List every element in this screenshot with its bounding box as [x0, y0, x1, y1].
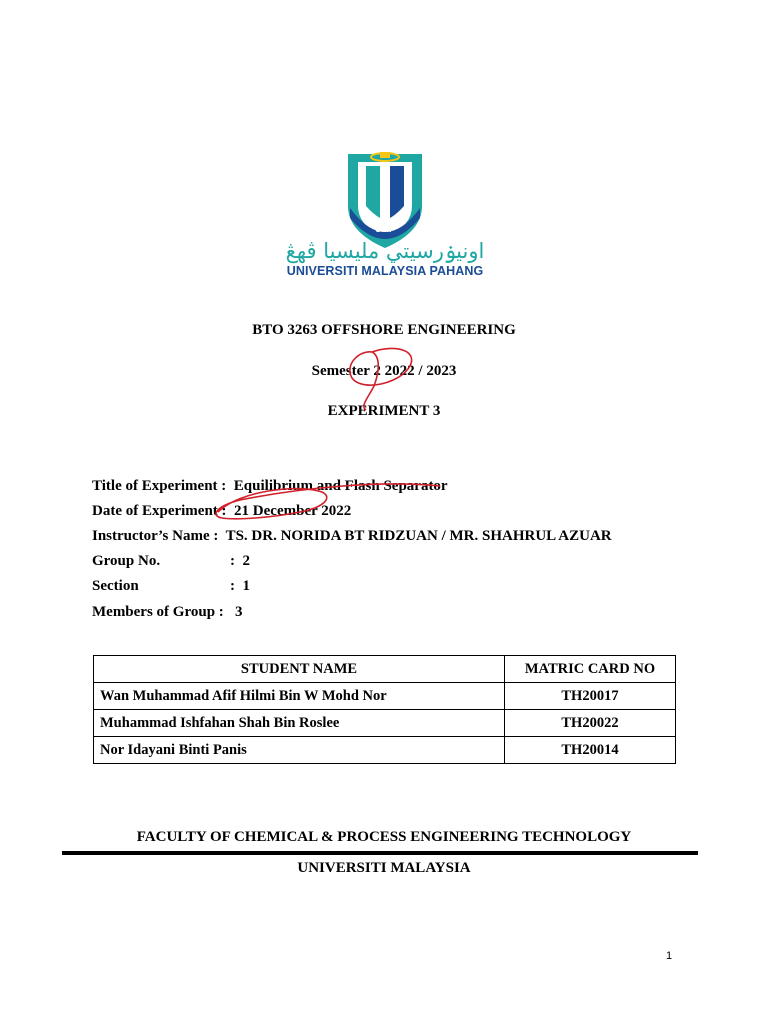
detail-instructor — [92, 528, 612, 545]
detail-section — [92, 578, 250, 595]
student-name: Muhammad Ishfahan Shah Bin Roslee — [94, 710, 505, 737]
header-matric-card-no: MATRIC CARD NO — [505, 656, 676, 683]
table-row — [94, 683, 676, 710]
table-row — [94, 737, 676, 764]
detail-value: 3 — [227, 604, 243, 620]
matric-number: TH20017 — [505, 683, 676, 710]
page-number: 1 — [666, 950, 673, 962]
detail-members — [92, 604, 243, 621]
table-row — [94, 710, 676, 737]
detail-value: Equilibrium and Flash Separator — [230, 478, 448, 494]
members-table — [93, 655, 676, 764]
detail-value: 21 December 2022 — [230, 503, 352, 519]
matric-number: TH20022 — [505, 710, 676, 737]
detail-date — [92, 503, 351, 520]
detail-label: Instructor’s Name : — [92, 528, 223, 544]
detail-title — [92, 478, 448, 495]
detail-label: Members of Group : — [92, 604, 228, 620]
detail-label: Group No. — [92, 553, 161, 569]
detail-label: Title of Experiment : — [92, 478, 231, 494]
detail-group — [92, 553, 250, 570]
detail-value: : 1 — [230, 578, 250, 594]
course-title: BTO 3263 OFFSHORE ENGINEERING — [252, 322, 516, 338]
footer-divider — [62, 851, 698, 855]
detail-label: Section — [92, 578, 139, 594]
logo-jawi-text: اونيۏرسيتي مليسيا ڤهڠ — [285, 239, 485, 263]
detail-value: : 2 — [230, 553, 250, 569]
experiment-number: EXPERIMENT 3 — [327, 403, 441, 419]
table-header-row — [94, 656, 676, 683]
university-name: UNIVERSITI MALAYSIA — [297, 860, 471, 876]
semester-line: Semester 2 2022 / 2023 — [311, 363, 457, 379]
logo-emblem-text: UMP — [375, 224, 395, 234]
student-name: Wan Muhammad Afif Hilmi Bin W Mohd Nor — [94, 683, 505, 710]
header-student-name: STUDENT NAME — [94, 656, 505, 683]
matric-number: TH20014 — [505, 737, 676, 764]
student-name: Nor Idayani Binti Panis — [94, 737, 505, 764]
detail-label: Date of Experiment : — [92, 503, 231, 519]
logo-university-name: UNIVERSITI MALAYSIA PAHANG — [286, 264, 484, 278]
detail-value: TS. DR. NORIDA BT RIDZUAN / MR. SHAHRUL AZUAR — [222, 528, 612, 544]
faculty-name: FACULTY OF CHEMICAL & PROCESS ENGINEERING TECHNOLOGY — [136, 829, 632, 845]
